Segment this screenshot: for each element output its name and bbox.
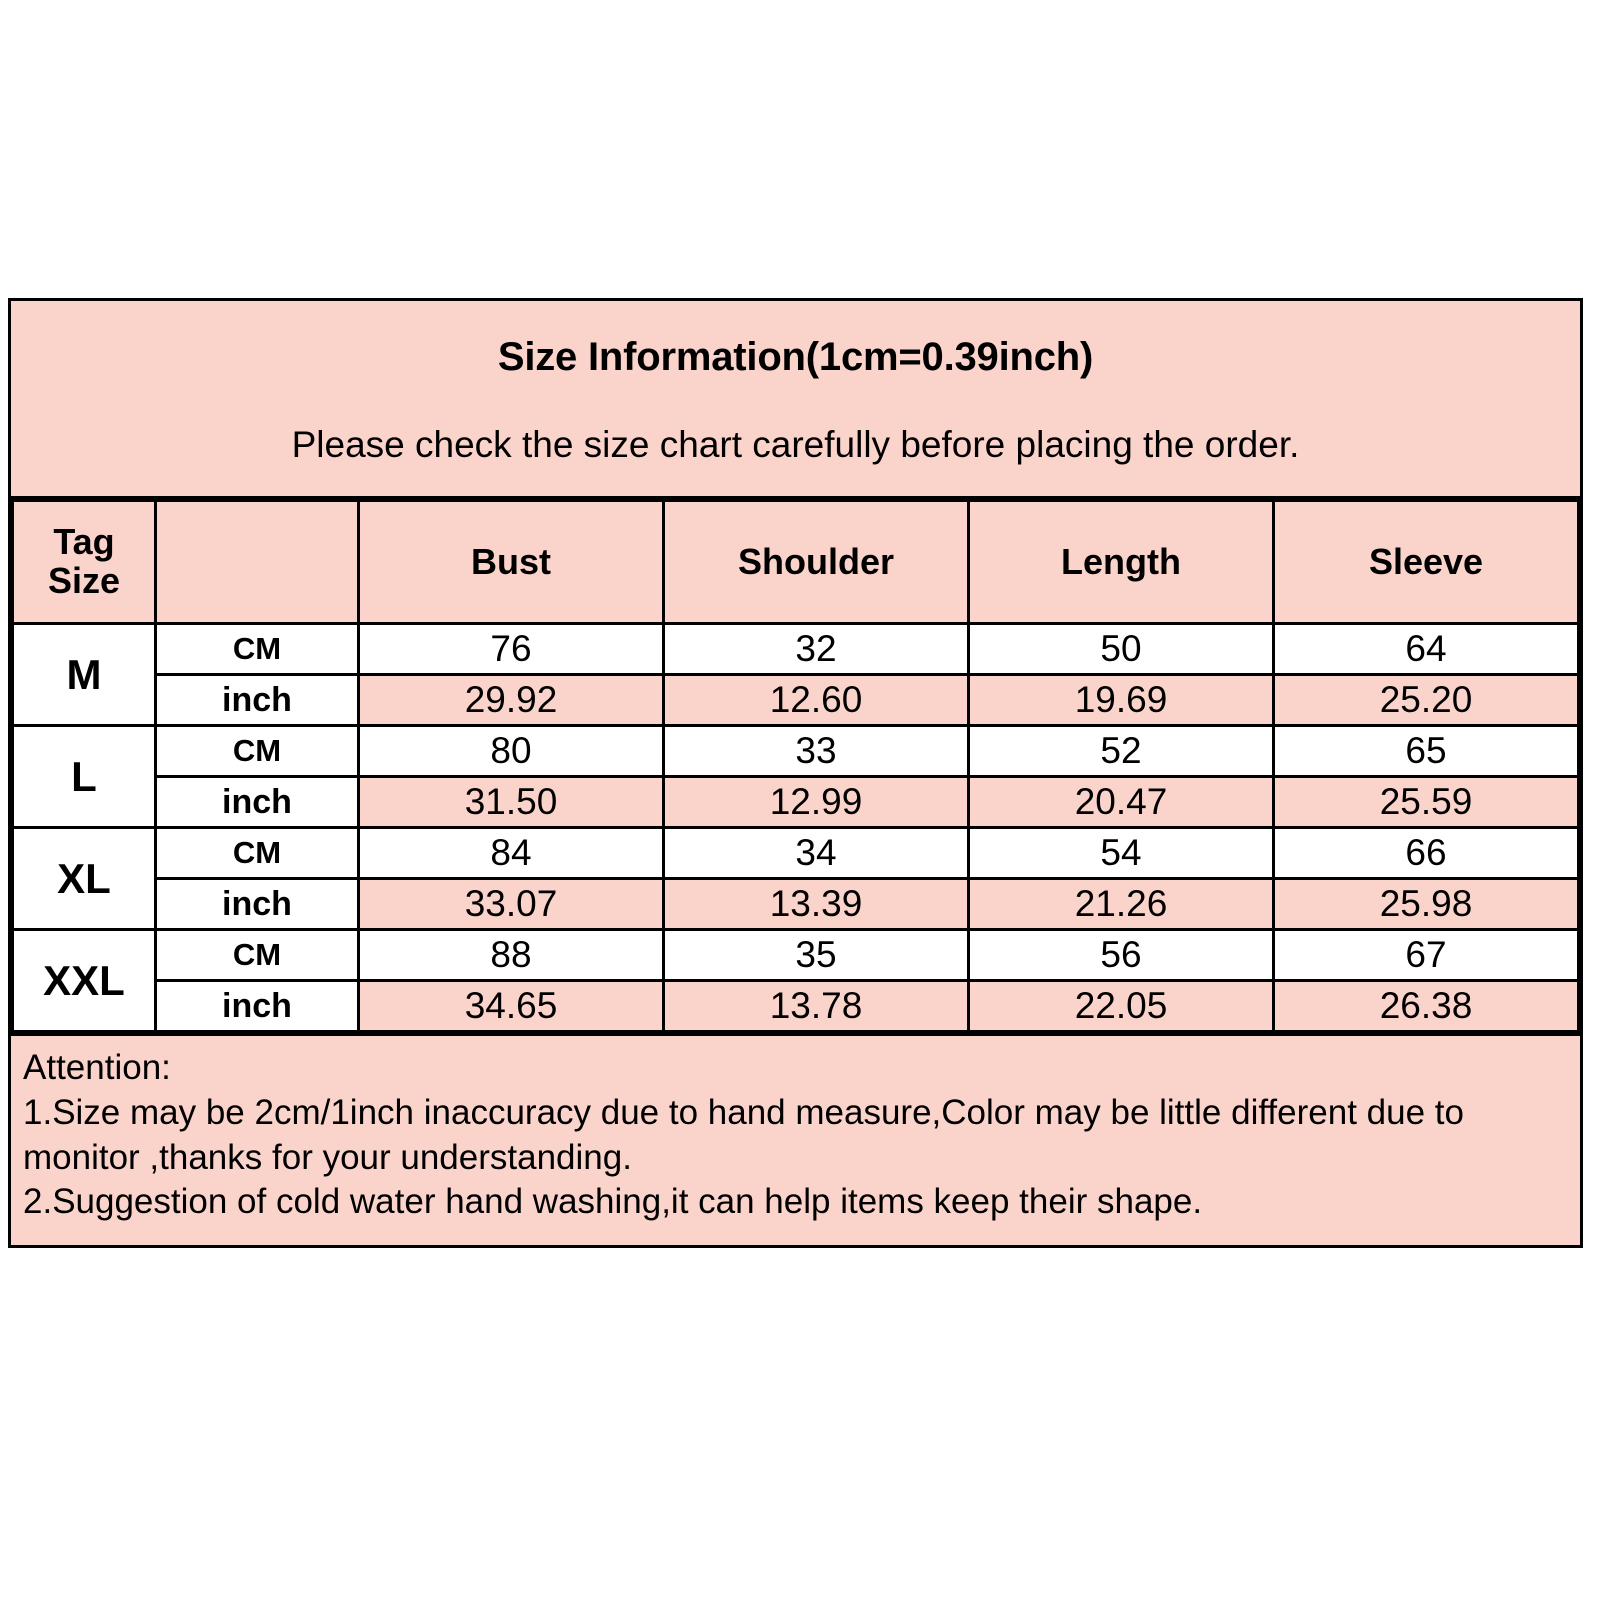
cell-m-cm-bust: 76 — [359, 624, 664, 675]
cell-xl-cm-shoulder: 34 — [664, 828, 969, 879]
page-title: Size Information(1cm=0.39inch) — [497, 335, 1094, 379]
cell-xl-inch-shoulder: 13.39 — [664, 879, 969, 930]
table-row — [13, 828, 1579, 879]
tag-size-line2: Size — [47, 560, 121, 601]
unit-cm-xxl: CM — [156, 930, 359, 981]
cell-l-inch-shoulder: 12.99 — [664, 777, 969, 828]
column-header-unit — [156, 501, 359, 624]
attention-notes — [11, 1033, 1580, 1245]
attention-heading: Attention: — [23, 1048, 171, 1087]
size-chart — [8, 298, 1583, 1248]
cell-l-cm-length: 52 — [969, 726, 1274, 777]
cell-m-cm-length: 50 — [969, 624, 1274, 675]
cell-xl-inch-sleeve: 25.98 — [1274, 879, 1579, 930]
table-row — [13, 981, 1579, 1032]
column-header-tag-size — [13, 501, 156, 624]
cell-l-cm-sleeve: 65 — [1274, 726, 1579, 777]
row-size-l: L — [13, 726, 156, 828]
chart-subtitle: Please check the size chart carefully before placing the order. — [291, 424, 1300, 465]
cell-xxl-cm-bust: 88 — [359, 930, 664, 981]
cell-xxl-inch-shoulder: 13.78 — [664, 981, 969, 1032]
tag-size-line1: Tag — [53, 521, 115, 563]
unit-cm-l: CM — [156, 726, 359, 777]
row-size-xxl: XXL — [13, 930, 156, 1032]
table-row — [13, 726, 1579, 777]
cell-m-inch-sleeve: 25.20 — [1274, 675, 1579, 726]
table-row — [13, 675, 1579, 726]
cell-xxl-cm-sleeve: 67 — [1274, 930, 1579, 981]
unit-inch-xl: inch — [156, 879, 359, 930]
cell-xxl-inch-length: 22.05 — [969, 981, 1274, 1032]
cell-l-cm-shoulder: 33 — [664, 726, 969, 777]
unit-inch-xxl: inch — [156, 981, 359, 1032]
table-row — [13, 879, 1579, 930]
cell-l-inch-sleeve: 25.59 — [1274, 777, 1579, 828]
cell-m-inch-bust: 29.92 — [359, 675, 664, 726]
cell-m-cm-shoulder: 32 — [664, 624, 969, 675]
unit-inch-m: inch — [156, 675, 359, 726]
table-body — [13, 624, 1579, 1032]
cell-m-cm-sleeve: 64 — [1274, 624, 1579, 675]
size-table — [11, 499, 1580, 1033]
column-header-shoulder: Shoulder — [664, 501, 969, 624]
table-row — [13, 930, 1579, 981]
column-header-bust: Bust — [359, 501, 664, 624]
row-size-m: M — [13, 624, 156, 726]
cell-xxl-cm-shoulder: 35 — [664, 930, 969, 981]
unit-inch-l: inch — [156, 777, 359, 828]
row-size-xl: XL — [13, 828, 156, 930]
cell-xxl-cm-length: 56 — [969, 930, 1274, 981]
table-header-row — [13, 501, 1579, 624]
cell-m-inch-shoulder: 12.60 — [664, 675, 969, 726]
cell-xl-cm-sleeve: 66 — [1274, 828, 1579, 879]
column-header-length: Length — [969, 501, 1274, 624]
cell-xl-cm-length: 54 — [969, 828, 1274, 879]
cell-xl-cm-bust: 84 — [359, 828, 664, 879]
unit-cm-m: CM — [156, 624, 359, 675]
cell-xl-inch-bust: 33.07 — [359, 879, 664, 930]
column-header-sleeve: Sleeve — [1274, 501, 1579, 624]
chart-header — [11, 301, 1580, 499]
table-row — [13, 777, 1579, 828]
table-row — [13, 624, 1579, 675]
unit-cm-xl: CM — [156, 828, 359, 879]
table-head — [13, 501, 1579, 624]
cell-xxl-inch-sleeve: 26.38 — [1274, 981, 1579, 1032]
cell-m-inch-length: 19.69 — [969, 675, 1274, 726]
attention-note-2: 2.Suggestion of cold water hand washing,it can help items keep their shape. — [23, 1182, 1203, 1222]
cell-l-inch-length: 20.47 — [969, 777, 1274, 828]
cell-xl-inch-length: 21.26 — [969, 879, 1274, 930]
attention-note-1: 1.Size may be 2cm/1inch inaccuracy due to hand measure,Color may be little different due to monitor ,thanks for your understanding. — [23, 1092, 1464, 1177]
cell-xxl-inch-bust: 34.65 — [359, 981, 664, 1032]
cell-l-inch-bust: 31.50 — [359, 777, 664, 828]
cell-l-cm-bust: 80 — [359, 726, 664, 777]
